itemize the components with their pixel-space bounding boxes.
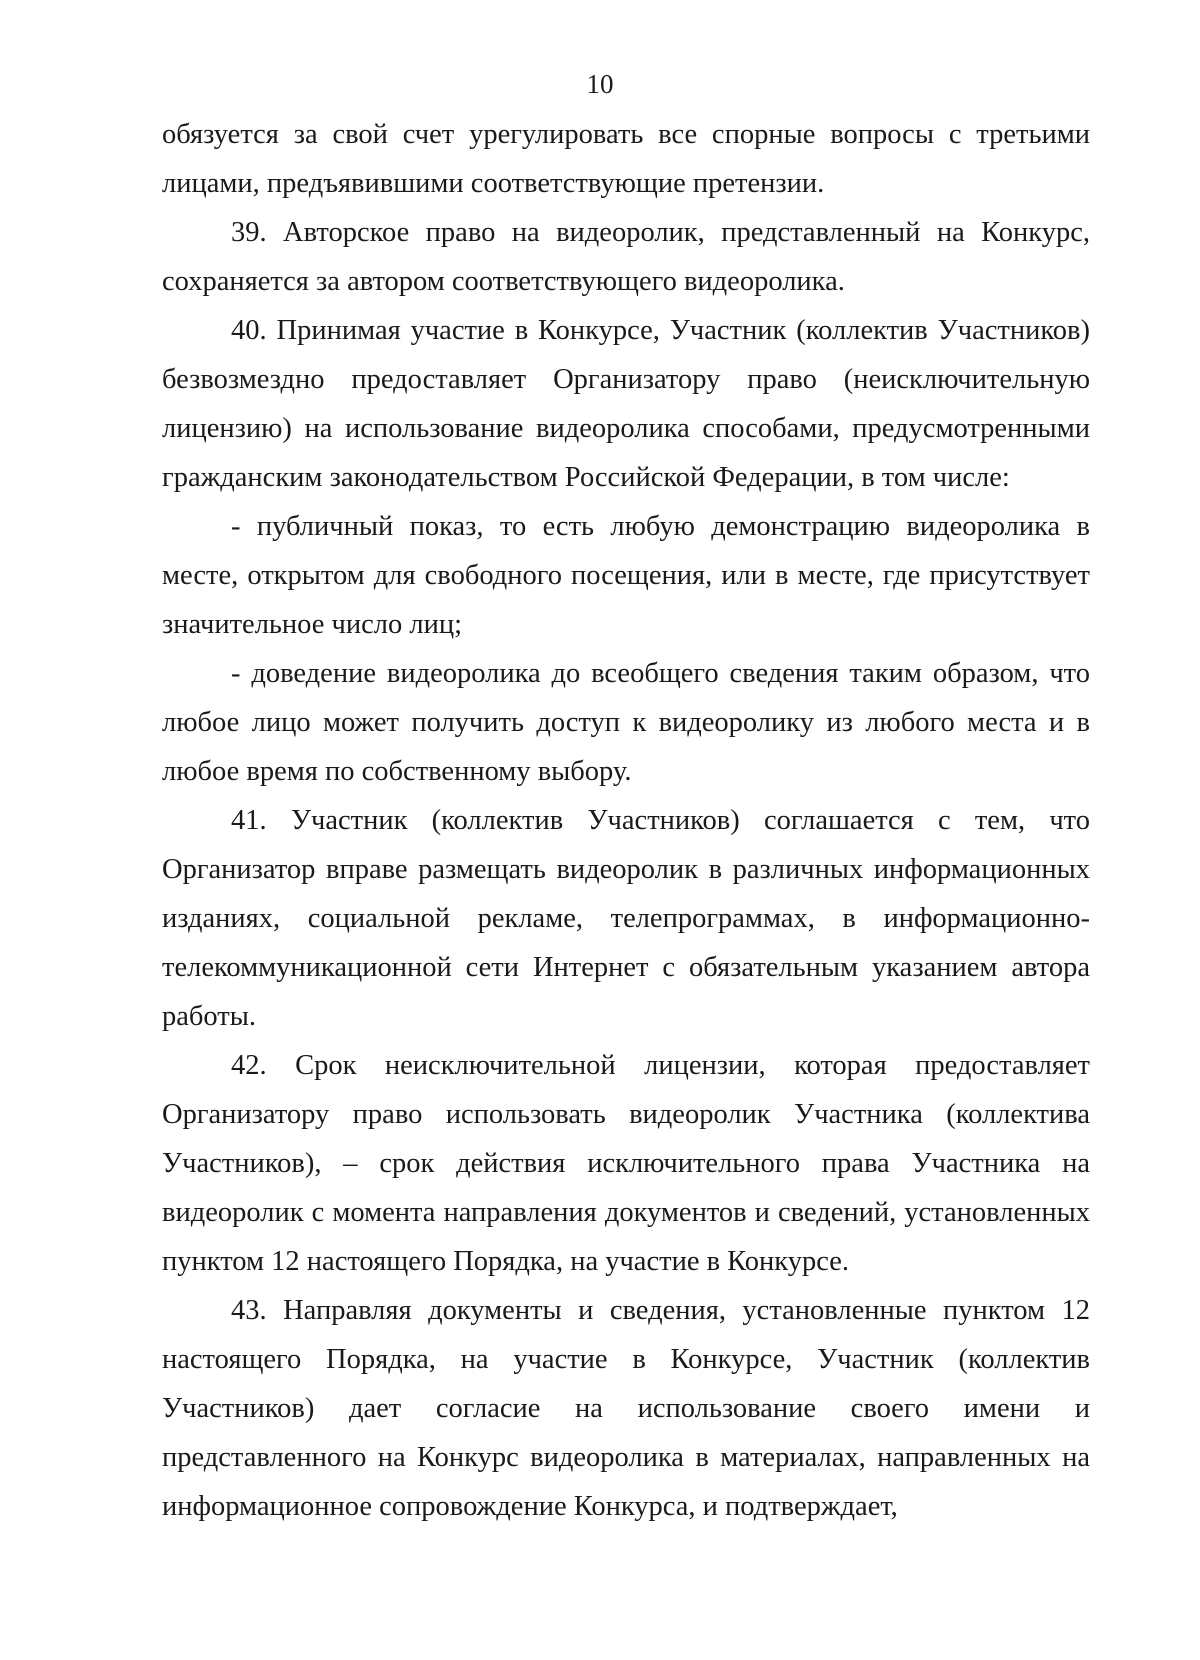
paragraph-40-item-1: - публичный показ, то есть любую демонстрацию видеоролика в месте, открытом для свободного посещения, или в месте, где присутствует значительное число лиц;	[162, 511, 1090, 640]
page-number: 10	[586, 69, 614, 99]
paragraph-41: 41. Участник (коллектив Участников) соглашается с тем, что Организатор вправе размещать видеоролик в различных информационных изданиях, социальной рекламе, телепрограммах, в информационно-телекоммуникационной сети Интернет с обязательным указанием автора работы.	[162, 805, 1090, 1032]
paragraph-42: 42. Срок неисключительной лицензии, которая предоставляет Организатору право использовать видеоролик Участника (коллектива Участников), – срок действия исключительного права Участника на видеоролик с момента направления документов и сведений, установленных пунктом 12 настоящего Порядка, на участие в Конкурсе.	[162, 1050, 1090, 1277]
paragraph-43: 43. Направляя документы и сведения, установленные пунктом 12 настоящего Порядка, на участие в Конкурсе, Участник (коллектив Участников) дает согласие на использование своего имени и представленного на Конкурс видеоролика в материалах, направленных на информационное сопровождение Конкурса, и подтверждает,	[162, 1295, 1090, 1522]
paragraph-40: 40. Принимая участие в Конкурсе, Участник (коллектив Участников) безвозмездно предоставляет Организатору право (неисключительную лицензию) на использование видеоролика способами, предусмотренными гражданским законодательством Российской Федерации, в том числе:	[162, 315, 1090, 493]
document-body	[162, 110, 1090, 1531]
paragraph-39: 39. Авторское право на видеоролик, представленный на Конкурс, сохраняется за автором соответствующего видеоролика.	[162, 217, 1090, 297]
paragraph-continuation: обязуется за свой счет урегулировать все спорные вопросы с третьими лицами, предъявившими соответствующие претензии.	[162, 119, 1090, 199]
paragraph-40-item-2: - доведение видеоролика до всеобщего сведения таким образом, что любое лицо может получить доступ к видеоролику из любого места и в любое время по собственному выбору.	[162, 658, 1090, 787]
